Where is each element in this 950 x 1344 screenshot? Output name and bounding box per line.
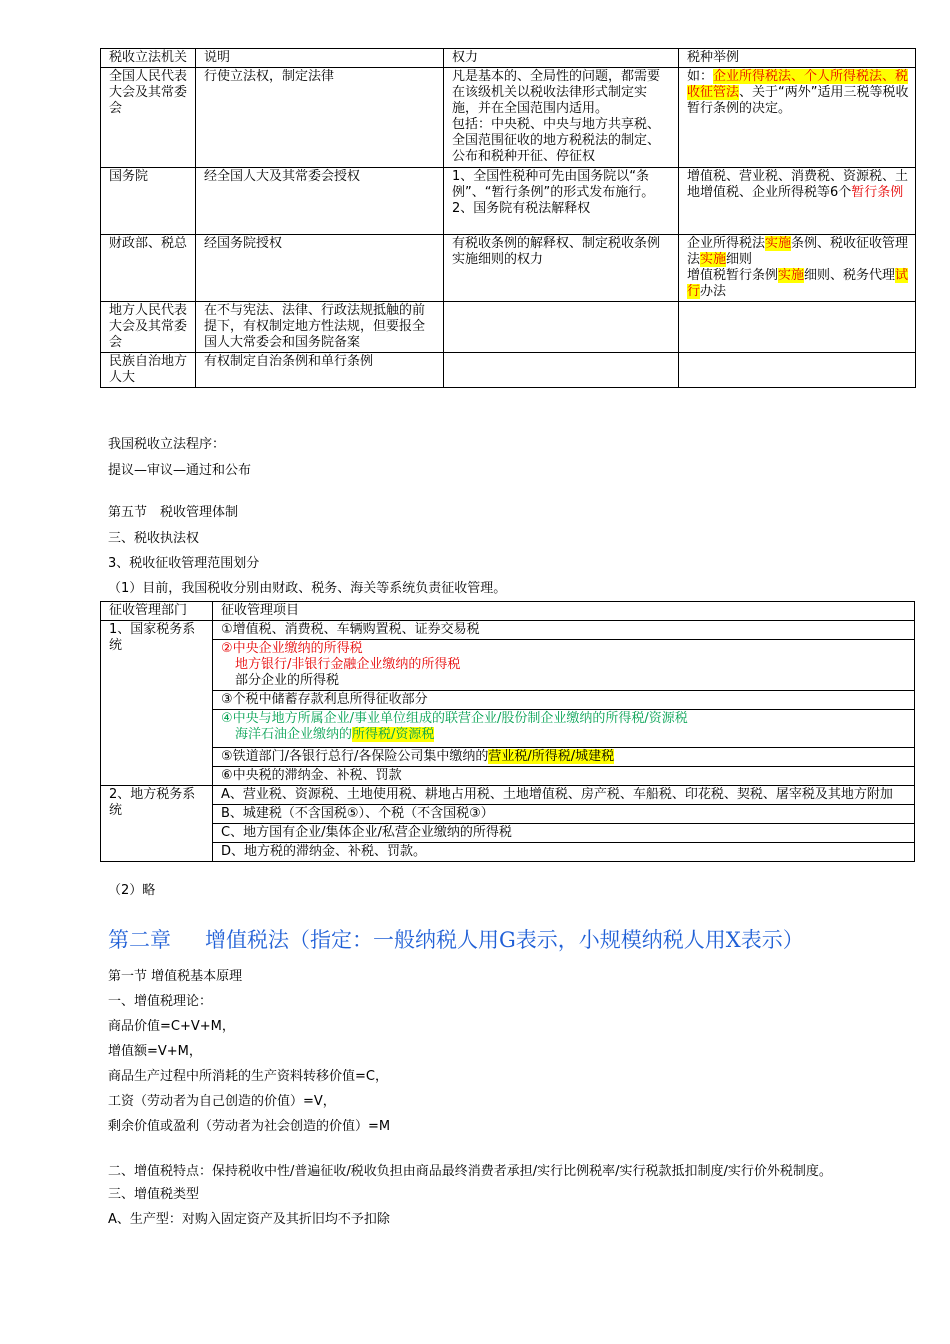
- power-cell: [444, 353, 679, 388]
- chapter-title: 第二章 增值税法（指定：一般纳税人用G表示，小规模纳税人用X表示）: [108, 928, 804, 952]
- paragraph: 二、增值税特点：保持税收中性/普遍征收/税收负担由商品最终消费者承担/实行比例税率/实行税款抵扣制度/实行价外税制度。: [108, 1164, 832, 1179]
- table-row: [101, 302, 916, 353]
- tax-legislation-table: [100, 48, 916, 388]
- table-row: [101, 68, 916, 168]
- header-cell: 税收立法机关: [101, 49, 196, 68]
- table-row: [101, 353, 916, 388]
- item-cell: ③个税中储蓄存款利息所得征收部分: [213, 691, 915, 710]
- table-row: [101, 824, 915, 843]
- paragraph: （1）目前，我国税收分别由财政、税务、海关等系统负责征收管理。: [108, 581, 507, 596]
- example-cell: [679, 302, 916, 353]
- paragraph: 提议—审议—通过和公布: [108, 463, 252, 478]
- example-cell: [679, 353, 916, 388]
- highlighted-text: 营业税/所得税/城建税: [488, 749, 615, 764]
- desc-cell: 有权制定自治条例和单行条例: [196, 353, 444, 388]
- header-cell: 税种举例: [679, 49, 916, 68]
- org-cell: 国务院: [101, 168, 196, 235]
- section-heading: 第一节 增值税基本原理: [108, 969, 243, 984]
- paragraph: 3、税收征收管理范围划分: [108, 556, 260, 571]
- desc-cell: 经国务院授权: [196, 235, 444, 302]
- item-cell: B、城建税（不含国税⑤）、个税（不含国税③）: [213, 805, 915, 824]
- table-row: [101, 786, 915, 805]
- paragraph: 商品价值=C+V+M，: [108, 1019, 235, 1034]
- table-row: [101, 691, 915, 710]
- table-row: [101, 710, 915, 748]
- example-cell: 增值税、营业税、消费税、资源税、土地增值税、企业所得税等6个暂行条例: [679, 168, 916, 235]
- item-cell: C、地方国有企业/集体企业/私营企业缴纳的所得税: [213, 824, 915, 843]
- table-row: [101, 235, 916, 302]
- highlighted-text: 实施: [778, 268, 805, 283]
- item-cell: ②中央企业缴纳的所得税 地方银行/非银行金融企业缴纳的所得税 部分企业的所得税: [213, 640, 915, 691]
- paragraph: A、生产型：对购入固定资产及其折旧均不予扣除: [108, 1212, 390, 1227]
- paragraph: 三、税收执法权: [108, 531, 200, 546]
- power-cell: 凡是基本的、全局性的问题，都需要在该级机关以税收法律形式制定实施，并在全国范围内适用。 包括：中央税、中央与地方共享税、全国范围征收的地方税税法的制定、公布和税种开征、停征权: [444, 68, 679, 168]
- tax-collection-table: [100, 601, 915, 862]
- paragraph: 剩余价值或盈利（劳动者为社会创造的价值）=M: [108, 1119, 391, 1134]
- dept-cell: 2、地方税务系统: [101, 786, 213, 862]
- power-cell: 1、全国性税种可先由国务院以“条例”、“暂行条例”的形式发布施行。 2、国务院有税法解释权: [444, 168, 679, 235]
- org-cell: 地方人民代表大会及其常委会: [101, 302, 196, 353]
- item-cell: A、营业税、资源税、土地使用税、耕地占用税、土地增值税、房产税、车船税、印花税、契税、屠宰税及其地方附加: [213, 786, 915, 805]
- paragraph: 一、增值税理论：: [108, 994, 213, 1009]
- table-row: [101, 805, 915, 824]
- example-cell: 企业所得税法实施条例、税收征收管理法实施细则 增值税暂行条例实施细则、税务代理试行办法: [679, 235, 916, 302]
- header-cell: 征收管理部门: [101, 602, 213, 621]
- table-header-row: [101, 602, 915, 621]
- item-cell: ④中央与地方所属企业/事业单位组成的联营企业/股份制企业缴纳的所得税/资源税 海洋石油企业缴纳的所得税/资源税: [213, 710, 915, 748]
- highlighted-text: 暂行条例: [851, 185, 904, 200]
- table-row: [101, 168, 916, 235]
- table-row: [101, 843, 915, 862]
- dept-cell: 1、国家税务系统: [101, 621, 213, 786]
- header-cell: 权力: [444, 49, 679, 68]
- header-cell: 说明: [196, 49, 444, 68]
- item-cell: ⑤铁道部门/各银行总行/各保险公司集中缴纳的营业税/所得税/城建税: [213, 748, 915, 767]
- paragraph: （2）略: [108, 883, 156, 898]
- highlighted-text: 实施: [700, 252, 727, 267]
- power-cell: [444, 302, 679, 353]
- item-cell: ①增值税、消费税、车辆购置税、证券交易税: [213, 621, 915, 640]
- table-row: [101, 748, 915, 767]
- paragraph: 工资（劳动者为自己创造的价值）=V，: [108, 1094, 336, 1109]
- desc-cell: 行使立法权，制定法律: [196, 68, 444, 168]
- paragraph: 商品生产过程中所消耗的生产资料转移价值=C，: [108, 1069, 388, 1084]
- document-page: [100, 48, 915, 1228]
- desc-cell: 在不与宪法、法律、行政法规抵触的前提下，有权制定地方性法规，但要报全国人大常委会和国务院备案: [196, 302, 444, 353]
- highlighted-text: 试行: [687, 268, 909, 299]
- table-row: [101, 621, 915, 640]
- highlighted-text: 企业所得税法、个人所得税法、税收征管法: [687, 69, 909, 100]
- table-row: [101, 767, 915, 786]
- org-cell: 全国人民代表大会及其常委会: [101, 68, 196, 168]
- org-cell: 民族自治地方人大: [101, 353, 196, 388]
- paragraph: 我国税收立法程序：: [108, 437, 226, 452]
- section-heading: 第五节 税收管理体制: [108, 505, 239, 520]
- header-cell: 征收管理项目: [213, 602, 915, 621]
- power-cell: 有税收条例的解释权、制定税收条例实施细则的权力: [444, 235, 679, 302]
- desc-cell: 经全国人大及其常委会授权: [196, 168, 444, 235]
- item-cell: D、地方税的滞纳金、补税、罚款。: [213, 843, 915, 862]
- highlighted-text: 实施: [765, 236, 792, 251]
- org-cell: 财政部、税总: [101, 235, 196, 302]
- table-row: [101, 640, 915, 691]
- table-header-row: [101, 49, 916, 68]
- paragraph: 三、增值税类型: [108, 1187, 200, 1202]
- example-cell: 如：企业所得税法、个人所得税法、税收征管法、关于“两外”适用三税等税收暂行条例的决定。: [679, 68, 916, 168]
- paragraph: 增值额=V+M，: [108, 1044, 202, 1059]
- highlighted-text: 所得税/资源税: [352, 727, 435, 742]
- item-cell: ⑥中央税的滞纳金、补税、罚款: [213, 767, 915, 786]
